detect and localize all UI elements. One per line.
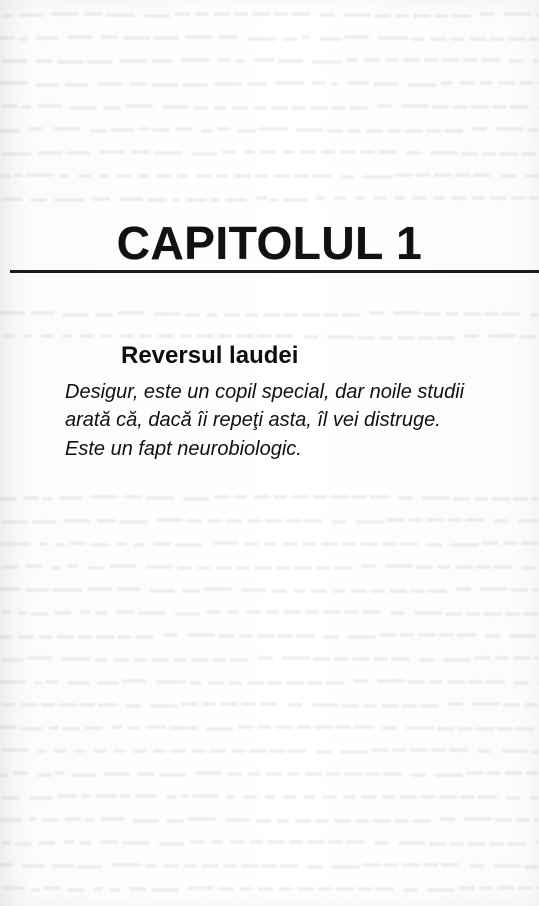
epigraph-line-1: Desigur, este un copil special, dar noile studii bbox=[65, 381, 465, 403]
chapter-title bbox=[0, 217, 539, 269]
chapter-title-text: CAPITOLUL 1 bbox=[116, 217, 423, 269]
epigraph-line-3: Este un fapt neurobiologic. bbox=[65, 437, 302, 460]
epigraph-line-2: arată că, dacă îi repeţi asta, îl vei distruge. bbox=[65, 409, 441, 432]
section-title: Reversul laudei bbox=[121, 342, 299, 369]
chapter-divider bbox=[10, 270, 539, 273]
epigraph bbox=[65, 378, 535, 463]
